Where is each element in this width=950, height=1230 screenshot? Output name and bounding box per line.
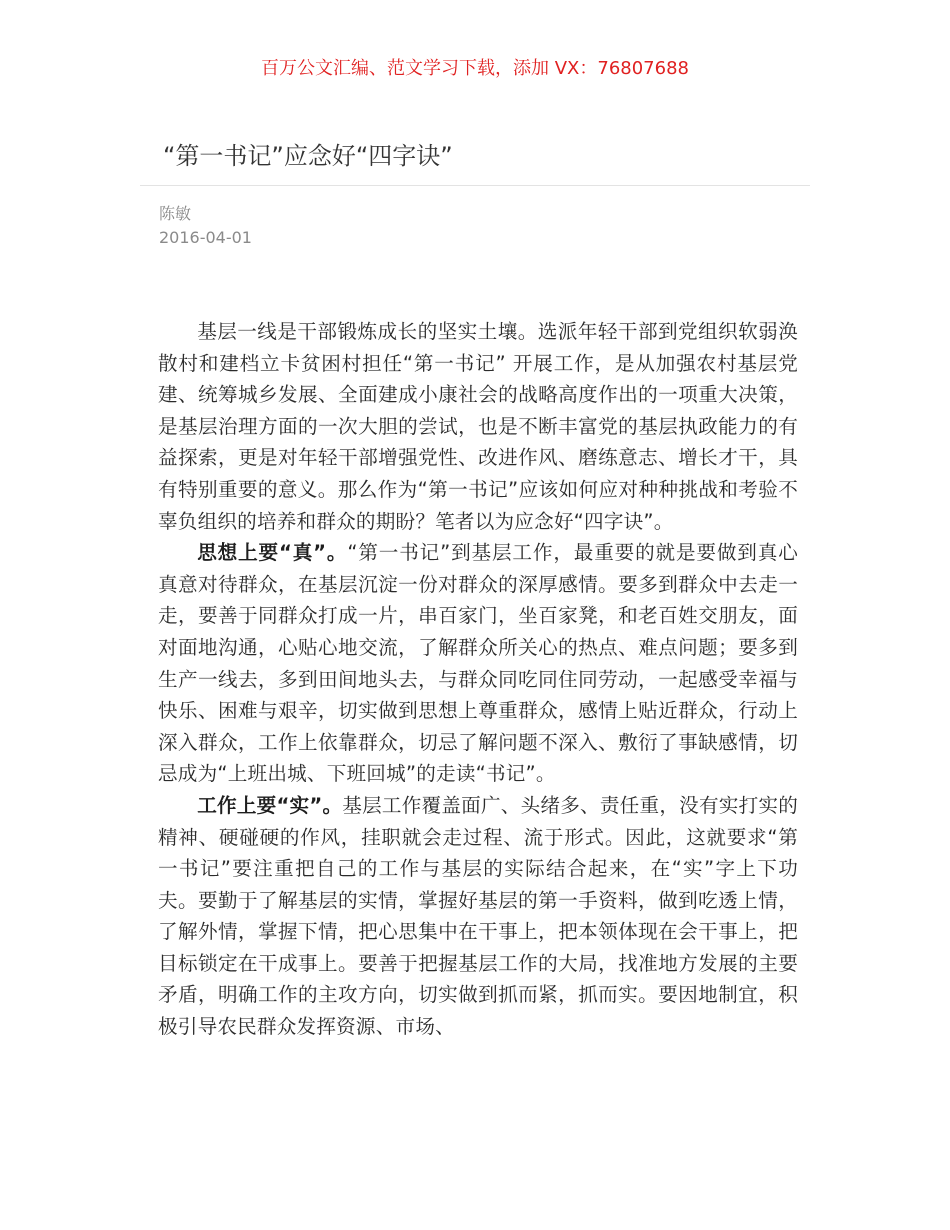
body-paragraph — [158, 537, 798, 790]
paragraph-lead: 思想上要“真”。 — [197, 541, 348, 565]
paragraph-text: 基层一线是干部锻炼成长的坚实土壤。选派年轻干部到党组织软弱涣散村和建档立卡贫困村担任“第一书记” 开展工作，是从加强农村基层党建、统筹城乡发展、全面建成小康社会的战略高度作出的一项重大决策，是基层治理方面的一次大胆的尝试，也是不断丰富党的基层执政能力的有益探索，更是对年轻干部增强党性、改进作风、磨练意志、增长才干，具有特别重要的意义。那么作为“第一书记”应该如何应对种种挑战和考验不辜负组织的培养和群众的期盼？笔者以为应念好“四字诀”。 — [158, 320, 798, 533]
body-paragraph — [158, 790, 798, 1043]
article-author: 陈敏 — [159, 204, 192, 223]
paragraph-text: “第一书记”到基层工作，最重要的就是要做到真心真意对待群众，在基层沉淀一份对群众的深厚感情。要多到群众中去走一走，要善于同群众打成一片，串百家门，坐百家凳，和老百姓交朋友，面对面地沟通，心贴心地交流，了解群众所关心的热点、难点问题；要多到生产一线去，多到田间地头去，与群众同吃同住同劳动，一起感受幸福与快乐、困难与艰辛，切实做到思想上尊重群众，感情上贴近群众，行动上深入群众，工作上依靠群众，切忌了解问题不深入、敷衍了事缺感情，切忌成为“上班出城、下班回城”的走读“书记”。 — [158, 541, 798, 786]
paragraph-text: 基层工作覆盖面广、头绪多、责任重，没有实打实的精神、硬碰硬的作风，挂职就会走过程、流于形式。因此，这就要求“第一书记”要注重把自己的工作与基层的实际结合起来，在“实”字上下功夫。要勤于了解基层的实情，掌握好基层的第一手资料，做到吃透上情，了解外情，掌握下情，把心思集中在干事上，把本领体现在会干事上，把目标锁定在干成事上。要善于把握基层工作的大局，找准地方发展的主要矛盾，明确工作的主攻方向，切实做到抓而紧，抓而实。要因地制宜，积极引导农民群众发挥资源、市场、 — [158, 793, 798, 1039]
article-title: “第一书记”应念好“四字诀” — [163, 142, 453, 170]
paragraph-lead: 工作上要“实”。 — [197, 793, 343, 817]
article-date: 2016-04-01 — [159, 228, 252, 247]
download-banner: 百万公文汇编、范文学习下载，添加 VX：76807688 — [261, 58, 689, 79]
title-divider — [140, 185, 810, 186]
article-body — [158, 316, 798, 1043]
body-paragraph — [158, 316, 798, 537]
